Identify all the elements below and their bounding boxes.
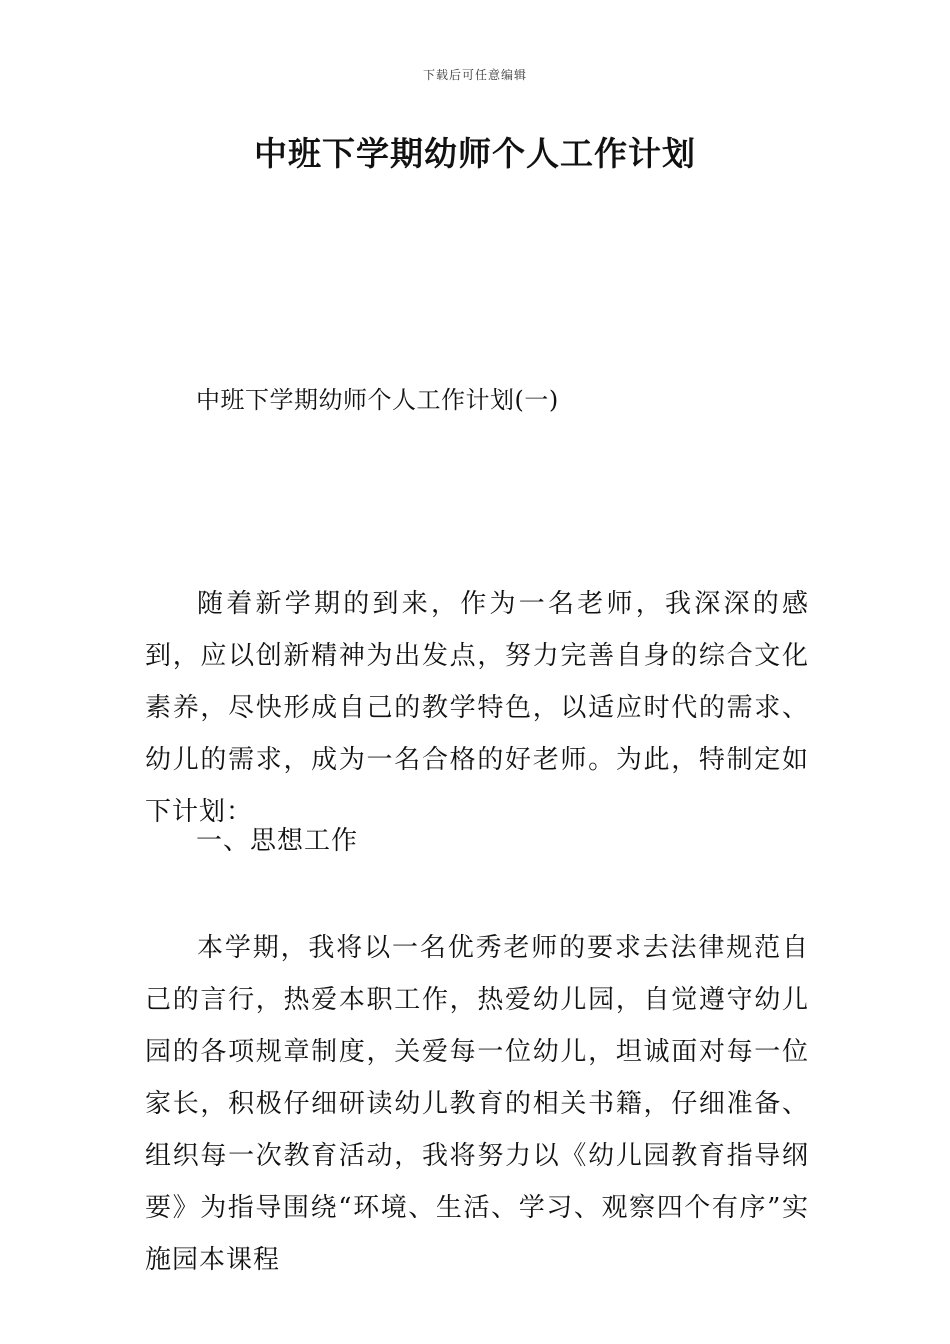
heading-thought-work: 一、思想工作: [196, 826, 359, 856]
document-title: 中班下学期幼师个人工作计划: [254, 134, 696, 173]
header-note: 下载后可任意编辑: [422, 68, 527, 82]
section-title: 中班下学期幼师个人工作计划(一): [196, 386, 559, 414]
intro-paragraph: 随着新学期的到来，作为一名老师，我深深的感到，应以创新精神为出发点，努力完善自身的综合文化素养，尽快形成自己的教学特色，以适应时代的需求、幼儿的需求，成为一名合格的好老师。为此，特制定如下计划：: [145, 589, 809, 827]
thought-work-paragraph: 本学期，我将以一名优秀老师的要求去法律规范自己的言行，热爱本职工作，热爱幼儿园，自觉遵守幼儿园的各项规章制度，关爱每一位幼儿，坦诚面对每一位家长，积极仔细研读幼儿教育的相关书籍，仔细准备、组织每一次教育活动，我将努力以《幼儿园教育指导纲要》为指导围绕“环境、生活、学习、观察四个有序”实施园本课程: [145, 933, 809, 1275]
